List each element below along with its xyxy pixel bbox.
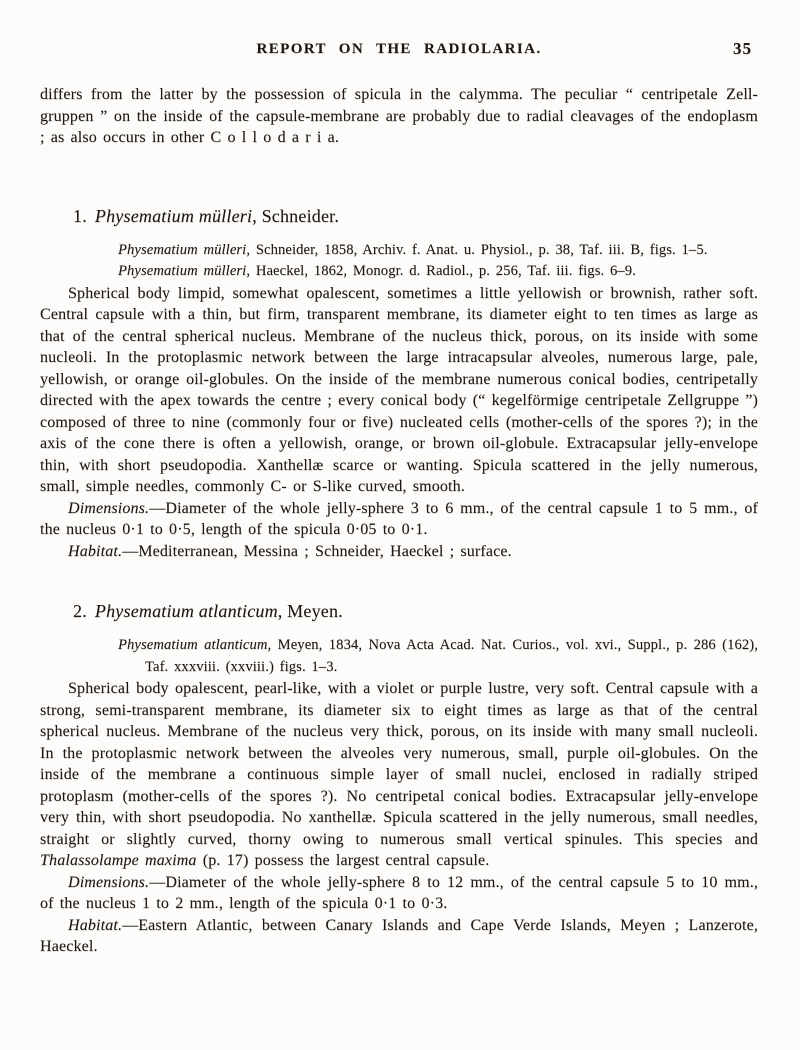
synonymy-entry: [118, 240, 758, 262]
species-2-name: Physematium atlanticum: [94, 601, 278, 621]
description-text: Spherical body opalescent, pearl-like, with a violet or purple lustre, very soft. Central capsule with a strong, semi-transparent membrane, its diameter six to eight times as large as that of the central spherical nucleus. Membrane of the nucleus very thick, porous, on its inside with many small nucleoli. In the protoplasmic network between the alveoles very numerous, small, purple oil-globules. On the inside of the membrane a continuous simple layer of small nuclei, enclosed in radially striped protoplasm (mother-cells of the spores ?). No centripetal conical bodies. Extracapsular jelly-envelope very thin, with short pseudopodia. No xanthellæ. Spicula scattered in the jelly numerous, small needles, straight or slightly curved, thorny owing to numerous small vertical spinules. This species and: [40, 680, 758, 848]
habitat-label: Habitat.: [68, 542, 123, 560]
page-header: [40, 40, 758, 60]
running-title: REPORT ON THE RADIOLARIA.: [256, 41, 542, 57]
page-number: 35: [733, 39, 752, 58]
species-1-dimensions: [40, 498, 758, 541]
species-2-dimensions: [40, 872, 758, 915]
species-1-name: Physematium mülleri: [94, 205, 253, 226]
ref-species-name: Physematium atlanticum: [118, 637, 268, 653]
synonymy-entry: [118, 261, 758, 283]
species-1-habitat: [40, 541, 758, 563]
intro-paragraph: differs from the latter by the possession of spicula in the calymma. The peculiar “ centripetale Zell-gruppen ” on the inside of the capsule-membrane are probably due to radial cleavages of the endoplasm ; as also occurs in other C o l l o d a r i a.: [40, 86, 758, 146]
inline-species-name: Thalassolampe maxima: [40, 852, 197, 869]
dimensions-label: Dimensions.: [68, 499, 150, 517]
ref-species-name: Physematium mülleri: [118, 241, 247, 258]
ref-species-name: Physematium mülleri: [118, 263, 247, 279]
ref-citation: , Meyen, 1834, Nova Acta Acad. Nat. Curios., vol. xvi., Suppl., p. 286 (162), Taf. xxxviii. (xxviii.) figs. 1–3.: [145, 637, 758, 675]
dimensions-label: Dimensions.: [68, 873, 150, 891]
species-1-synonymy: [40, 240, 758, 283]
dimensions-text: —Diameter of the whole jelly-sphere 3 to 6 mm., of the central capsule 1 to 5 mm., of the nucleus 0·1 to 0·5, length of the spicula 0·05 to 0·1.: [40, 499, 758, 538]
species-1-author: , Schneider.: [252, 205, 340, 226]
species-2-habitat: [40, 915, 758, 958]
species-2-number: 2.: [73, 601, 87, 621]
ref-citation: , Haeckel, 1862, Monogr. d. Radiol., p. 256, Taf. iii. figs. 6–9.: [246, 263, 636, 279]
habitat-label: Habitat.: [68, 916, 123, 934]
habitat-text: —Mediterranean, Messina ; Schneider, Haeckel ; surface.: [122, 542, 512, 560]
species-2-description: [40, 678, 758, 872]
ref-citation: , Schneider, 1858, Archiv. f. Anat. u. Physiol., p. 38, Taf. iii. B, figs. 1–5.: [246, 241, 708, 258]
species-2-author: , Meyen.: [277, 601, 343, 621]
synonymy-entry: [118, 635, 758, 678]
description-text: (p. 17) possess the largest central capsule.: [196, 852, 490, 869]
species-1-heading: [73, 205, 758, 227]
species-2-synonymy: [40, 635, 758, 678]
dimensions-text: —Diameter of the whole jelly-sphere 8 to 12 mm., of the central capsule 5 to 10 mm., of the nucleus 1 to 2 mm., length of the spicula 0·1 to 0·3.: [40, 873, 758, 912]
species-1-number: 1.: [73, 205, 87, 226]
species-1-description: Spherical body limpid, somewhat opalescent, sometimes a little yellowish or brownish, rather soft. Central capsule with a thin, but firm, transparent membrane, its diameter eight to ten times as large as that of the central spherical nucleus. Membrane of the nucleus thick, porous, on its inside with some nucleoli. In the protoplasmic network between the large intracapsular alveoles, numerous large, pale, yellowish, or orange oil-globules. On the inside of the membrane numerous conical bodies, centripetally directed with the apex towards the centre ; every conical body (“ kegelförmige centripetale Zellgruppe ”) composed of three to nine (commonly four or five) nucleated cells (mother-cells of the spores ?); in the axis of the cone there is often a yellowish, orange, or brown oil-globule. Extracapsular jelly-envelope thin, with short pseudopodia. Xanthellæ scarce or wanting. Spicula scattered in the jelly numerous, small, simple needles, commonly C- or S-like curved, smooth.: [40, 284, 758, 495]
species-2-heading: [73, 600, 758, 622]
habitat-text: —Eastern Atlantic, between Canary Islands and Cape Verde Islands, Meyen ; Lanzerote, Haeckel.: [40, 916, 758, 955]
